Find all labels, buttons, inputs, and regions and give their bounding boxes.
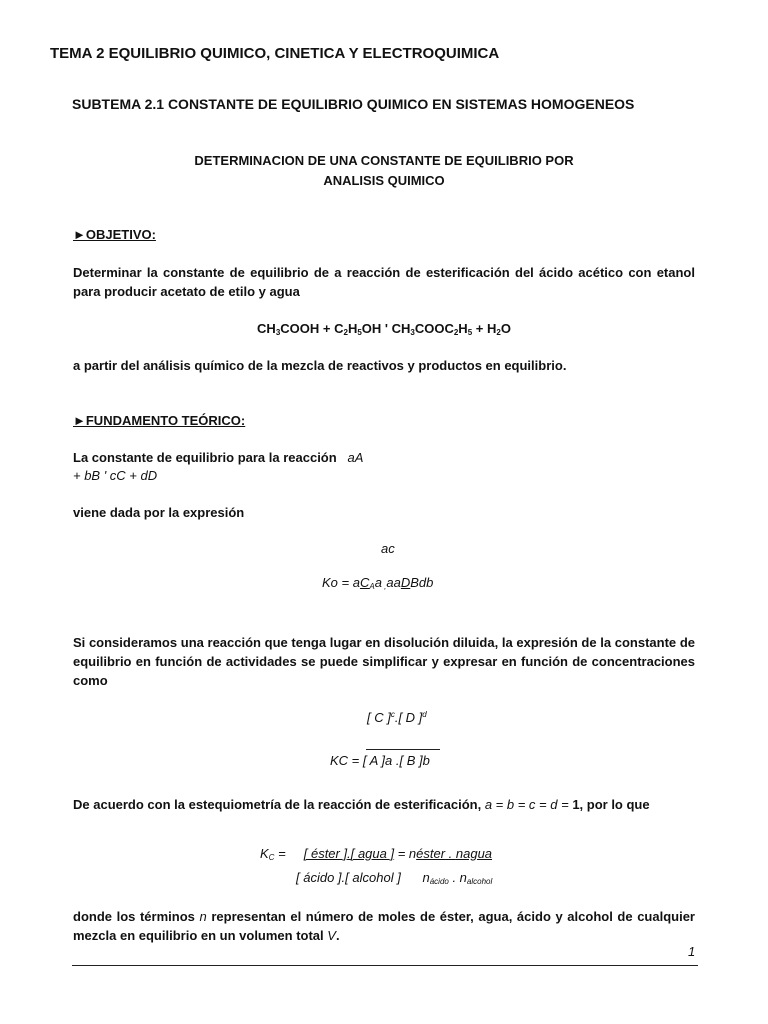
esterification-equation: $CH_3COOH + C_2H_5OH$ ' $CH_3COOC_2H_5 + H_2O$ <box>257 321 511 337</box>
reaction-line2: + bB ' cC + dD <box>73 468 158 483</box>
si-paragraph: Si consideramos una reacción que tenga lugar en disolución diluida, la expresión de la constante de equilibrio en función de actividades se puede simplificar y expresar en función de concentraciones como <box>73 635 695 688</box>
kc-moles-numerator: $K_C$ = [ éster ].[ agua ] = néster . nagua <box>260 846 493 862</box>
kc-numerator: [ C ]$^c$.[ D ]$^d$ <box>367 710 427 725</box>
fundamento-heading: ►FUNDAMENTO TEÓRICO: <box>73 413 246 428</box>
objetivo-heading <box>73 227 156 242</box>
objetivo-paragraph: Determinar la constante de equilibrio de a reacción de esterificación del ácido acético con etanol para producir acetato de etilo y agua <box>73 265 695 299</box>
reaction-line1: La constante de equilibrio para la reacción aA <box>73 450 364 465</box>
acuerdo-text: De acuerdo con la estequiometría de la reacción de esterificación, a = b = c = d = 1, por lo que <box>73 797 650 812</box>
viene-text: viene dada por la expresión <box>73 505 245 520</box>
page-number: 1 <box>688 944 696 959</box>
practice-title-line1: DETERMINACION DE UNA CONSTANTE DE EQUILIBRIO POR <box>194 153 574 168</box>
kc-denominator: KC = [ A ]a .[ B ]b <box>330 753 430 768</box>
objetivo-after-text: a partir del análisis químico de la mezcla de reactivos y productos en equilibrio. <box>73 358 567 373</box>
tema-heading: TEMA 2 EQUILIBRIO QUIMICO, CINETICA Y ELECTROQUIMICA <box>50 45 500 62</box>
ko-expression: $Ko = aC_Aa$ $_,$aaDBdb <box>322 575 434 591</box>
practice-title-line2: ANALISIS QUIMICO <box>323 173 445 188</box>
footer-rule <box>72 965 698 966</box>
subtema-heading: SUBTEMA 2.1 CONSTANTE DE EQUILIBRIO QUIMICO EN SISTEMAS HOMOGENEOS <box>72 96 635 112</box>
objetivo-heading-text: ►OBJETIVO: <box>73 227 156 242</box>
ko-numerator: ac <box>381 541 395 556</box>
kc-fraction-line <box>366 749 440 750</box>
donde-paragraph: donde los términos n representan el número de moles de éster, agua, ácido y alcohol de cualquier mezcla en equilibrio en un volumen total V. <box>73 909 695 943</box>
kc-moles-denominator: [ ácido ].[ alcohol ] $n_{ácido}$ . $n_{alcohol}$ <box>296 870 493 886</box>
